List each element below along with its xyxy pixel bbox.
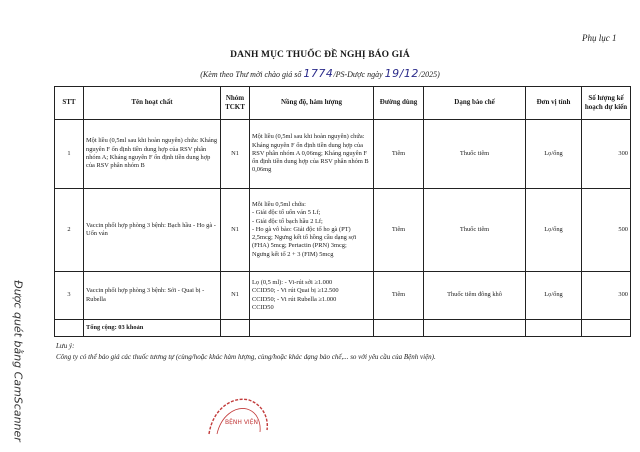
cell-route: Tiêm [374, 272, 424, 320]
header-active-ingredient: Tên hoạt chất [84, 87, 221, 120]
cell-unit: Lọ/ống [526, 272, 582, 320]
header-quantity: Số lượng kế hoạch dự kiến [582, 87, 631, 120]
header-group: Nhóm TCKT [221, 87, 250, 120]
cell-empty [526, 320, 582, 337]
table-header-row [55, 87, 631, 120]
cell-dosage-form: Thuốc tiêm đông khô [424, 272, 526, 320]
header-stt: STT [55, 87, 84, 120]
concentration-line: - Giải độc tố bạch hầu 2 Lf; [252, 217, 323, 225]
notes-text: Công ty có thể báo giá các thuốc tương tự (cùng/hoặc khác hàm lượng, cùng/hoặc khác dạng bào chế,... so với yêu cầu của Bệnh viện). [56, 352, 436, 361]
cell-empty [374, 320, 424, 337]
header-concentration: Nồng độ, hàm lượng [250, 87, 374, 120]
cell-empty [250, 320, 374, 337]
cell-stt: 3 [55, 272, 84, 320]
cell-empty [55, 320, 84, 337]
total-label: Tổng cộng: 03 khoản [84, 320, 221, 337]
cell-active-ingredient: Vaccin phối hợp phòng 3 bệnh: Bạch hầu - Ho gà - Uốn ván [84, 189, 221, 272]
cell-concentration [250, 189, 374, 272]
concentration-line: CCID50 [252, 303, 274, 311]
cell-concentration [250, 120, 374, 189]
notes-heading: Lưu ý: [56, 342, 75, 350]
table-row [55, 272, 631, 320]
cell-stt: 2 [55, 189, 84, 272]
cell-active-ingredient: Vaccin phối hợp phòng 3 bệnh: Sởi - Quai bị - Rubella [84, 272, 221, 320]
cell-route: Tiêm [374, 120, 424, 189]
cell-group: N1 [221, 189, 250, 272]
table-row [55, 189, 631, 272]
cell-unit: Lọ/ống [526, 120, 582, 189]
cell-dosage-form: Thuốc tiêm [424, 189, 526, 272]
concentration-line: CCID50; - Vi rút Rubella ≥1.000 [252, 295, 337, 303]
cell-empty [424, 320, 526, 337]
table-row [55, 120, 631, 189]
concentration-line: - Ho gà vô bào: Giải độc tố ho gà (PT) 2,5mcg; Ngưng kết tố hồng cầu dạng sợi (FHA) 5mcg; Pertactin (PRN) 3mcg; [252, 225, 357, 250]
cell-group: N1 [221, 272, 250, 320]
cell-quantity: 500 [582, 189, 631, 272]
handwritten-date: 19/12 [384, 67, 419, 80]
cell-concentration [250, 272, 374, 320]
concentration-line: - Giải độc tố uốn ván 5 Lf; [252, 209, 321, 217]
cell-empty [582, 320, 631, 337]
hospital-stamp-icon [203, 390, 273, 440]
cell-active-ingredient: Một liều (0,5ml sau khi hoàn nguyên) chứa: Kháng nguyên F ổn định tiền dung hợp của RSV phân nhóm A; Kháng nguyên F ổn định tiền dung hợp của RSV phân nhóm B [84, 120, 221, 189]
concentration-line: CCID50; - Vi rút Quai bị ≥12.500 [252, 287, 339, 295]
cell-stt: 1 [55, 120, 84, 189]
document-title: DANH MỤC THUỐC ĐỀ NGHỊ BÁO GIÁ [230, 50, 410, 60]
header-route: Đường dùng [374, 87, 424, 120]
handwritten-number: 1774 [303, 67, 334, 80]
stamp-text: BỆNH VIỆN [225, 419, 258, 426]
table-total-row [55, 320, 631, 337]
subtitle-middle: /PS-Dược ngày [333, 70, 383, 79]
cell-quantity: 300 [582, 120, 631, 189]
watermark-text: Được quét bằng CamScanner [11, 280, 25, 442]
header-dosage-form: Dạng bào chế [424, 87, 526, 120]
cell-group: N1 [221, 120, 250, 189]
document-subtitle [0, 67, 640, 80]
drug-list-table [54, 86, 631, 337]
concentration-line: Mỗi liều 0,5ml chứa: [252, 200, 306, 208]
cell-route: Tiêm [374, 189, 424, 272]
subtitle-prefix: (Kèm theo Thư mời chào giá số [200, 70, 302, 79]
concentration-line: Một liều (0,5ml sau khi hoàn nguyên) chứa: Kháng nguyên F ổn định tiền dung hợp của RSV phân nhóm A 0,06mg; Kháng nguyên F ổn định tiền dung hợp của RSV phân nhóm B 0,06mg [252, 133, 369, 174]
concentration-line: Lọ (0,5 ml): - Vi-rút sởi ≥1.000 [252, 278, 333, 286]
cell-empty [221, 320, 250, 337]
appendix-label: Phụ lục 1 [582, 33, 617, 43]
subtitle-suffix: /2025) [418, 70, 440, 79]
cell-dosage-form: Thuốc tiêm [424, 120, 526, 189]
concentration-line: Ngưng kết tố 2 + 3 (FIM) 5mcg [252, 250, 334, 258]
camscanner-watermark [11, 276, 25, 446]
cell-unit: Lọ/ống [526, 189, 582, 272]
header-unit: Đơn vị tính [526, 87, 582, 120]
cell-quantity: 300 [582, 272, 631, 320]
notes-section [56, 341, 616, 362]
